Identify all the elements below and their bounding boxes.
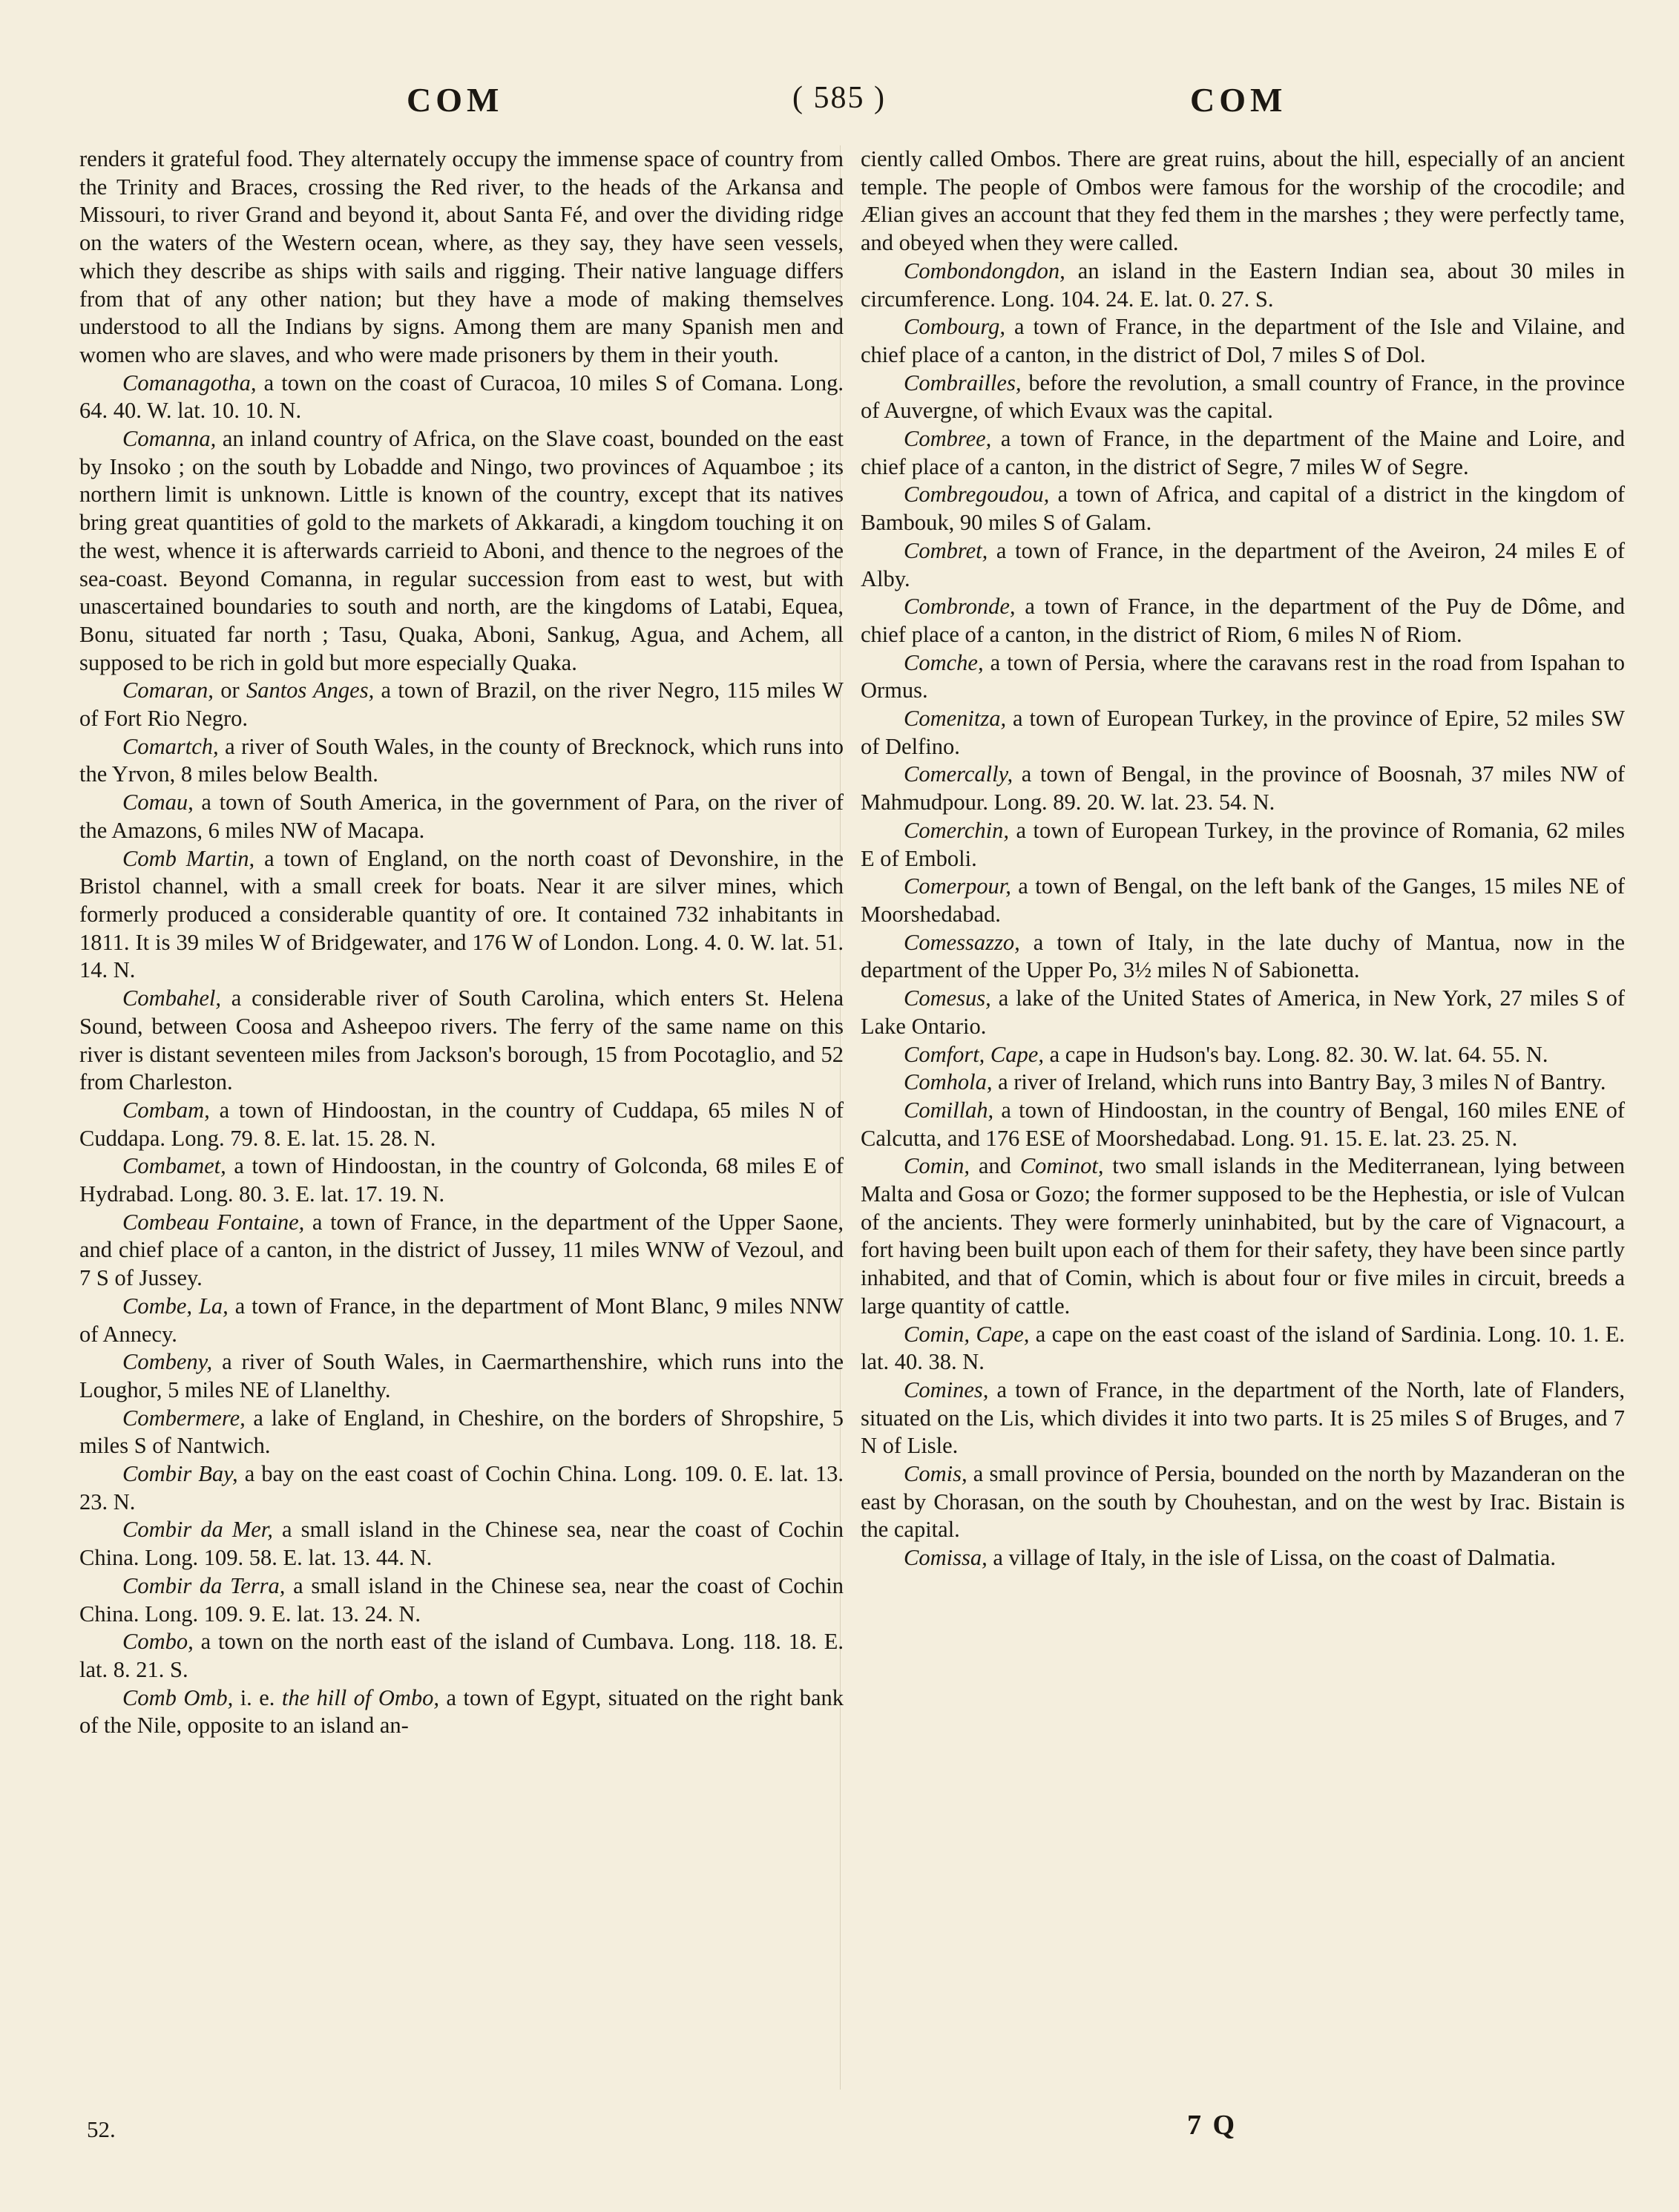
entry-text: two small islands in the Mediterranean, lying between Malta and Gosa or Gozo; the former supposed to be the Hephestia, or isle of Vulcan of the ancients. They were formerly uninhabited, but by the care of Vignacourt, a fort having been built upon each of them for their safety, they have been since partly inhabited, and that of Comin, which is about four or five miles in circuit, breeds a large quantity of cattle.	[861, 1153, 1625, 1319]
gazetteer-entry	[79, 145, 844, 370]
entry-headword: Comines,	[904, 1376, 989, 1402]
entry-headword: Combir da Terra,	[122, 1572, 286, 1598]
gazetteer-entry	[861, 1041, 1625, 1069]
entry-text: a town of Persia, where the caravans rest in the road from Ispahan to Ormus.	[861, 649, 1625, 703]
entry-text: a small island in the Chinese sea, near the coast of Cochin China. Long. 109. 58. E. lat. 13. 44. N.	[79, 1517, 844, 1571]
entry-text: a town of France, in the department of Mont Blanc, 9 miles NNW of Annecy.	[79, 1293, 844, 1347]
gazetteer-entry	[79, 733, 844, 789]
gazetteer-entry	[861, 1544, 1625, 1572]
gazetteer-entry	[861, 537, 1625, 593]
gazetteer-entry	[861, 649, 1625, 705]
running-header	[0, 80, 1679, 125]
gazetteer-entry	[79, 677, 844, 732]
gazetteer-entry	[79, 425, 844, 677]
entry-headword: Comercally,	[904, 761, 1013, 787]
header-right-word: COM	[1190, 81, 1287, 119]
entry-headword: Combir da Mer,	[122, 1517, 273, 1543]
gazetteer-entry	[861, 761, 1625, 816]
entry-headword: Comanagotha,	[122, 370, 257, 396]
entry-headword: Combe, La,	[122, 1293, 229, 1319]
entry-headword: Comerchin,	[904, 817, 1010, 843]
gazetteer-entry	[79, 1684, 844, 1740]
gazetteer-entry	[861, 817, 1625, 873]
entry-text: a village of Italy, in the isle of Lissa, on the coast of Dalmatia.	[987, 1545, 1556, 1571]
entry-headword: Combronde,	[904, 594, 1016, 620]
entry-text: a town of Italy, in the late duchy of Mantua, now in the department of the Upper Po, 3½ miles N of Sabionetta.	[861, 929, 1625, 983]
entry-headword: Comfort, Cape,	[904, 1041, 1044, 1067]
gazetteer-entry	[861, 1460, 1625, 1544]
entry-headword: Comin,	[904, 1153, 970, 1179]
entry-text: a town of Egypt, situated on the right bank of the Nile, opposite to an island an-	[79, 1684, 844, 1739]
entry-text: a town on the north east of the island of Cumbava. Long. 118. 18. E. lat. 8. 21. S.	[79, 1629, 844, 1682]
entry-headword: Combir Bay,	[122, 1461, 238, 1487]
gazetteer-entry	[79, 1628, 844, 1684]
entry-headword: Comche,	[904, 649, 984, 675]
entry-headword: Combourg,	[904, 314, 1005, 340]
entry-headword: Combret,	[904, 537, 988, 563]
entry-text: a town on the coast of Curacoa, 10 miles S of Comana. Long. 64. 40. W. lat. 10. 10. N.	[79, 370, 844, 424]
gazetteer-entry	[79, 789, 844, 844]
entry-text: a town of European Turkey, in the province of Epire, 52 miles SW of Delfino.	[861, 706, 1625, 759]
entry-text: an inland country of Africa, on the Slave coast, bounded on the east by Insoko ; on the south by Lobadde and Ningo, two provinces of Aquamboe ; its northern limit is unknown. Little is known of the country, except that its natives bring great quantities of gold to the markets of Akkaradi, a kingdom touching it on the west, whence it is afterwards carrieid to Aboni, and thence to the negroes of the sea-coast. Beyond Comanna, in regular succession from east to west, but with unascertained boundaries to south and north, are the kingdoms of Latabi, Equea, Bonu, situated far north ; Tasu, Quaka, Aboni, Sankug, Agua, and Achem, all supposed to be rich in gold but more especially Quaka.	[79, 426, 844, 675]
entry-headword: Comanna,	[122, 426, 217, 452]
entry-headword: Comerpour,	[904, 873, 1011, 899]
gazetteer-entry	[861, 145, 1625, 257]
entry-text: a town of Brazil, on the river Negro, 115 miles W of Fort Rio Negro.	[79, 677, 844, 732]
entry-text: a river of Ireland, which runs into Bantry Bay, 3 miles N of Bantry.	[992, 1069, 1606, 1095]
gazetteer-entry	[79, 1209, 844, 1293]
entry-headword: Combo,	[122, 1629, 194, 1655]
entry-headword: Comesus,	[904, 985, 991, 1011]
gazetteer-entry	[861, 1097, 1625, 1152]
entry-alt-name: Cominot,	[1019, 1153, 1104, 1179]
entry-headword: Comaran,	[122, 677, 214, 703]
entry-text: a town of South America, in the government of Para, on the river of the Amazons, 6 miles NW of Macapa.	[79, 790, 844, 843]
entry-text: an island in the Eastern Indian sea, about 30 miles in circumference. Long. 104. 24. E. lat. 0. 27. S.	[861, 257, 1625, 312]
entry-text: a cape in Hudson's bay. Long. 82. 30. W. lat. 64. 55. N.	[1043, 1041, 1548, 1067]
gazetteer-entry	[79, 1097, 844, 1152]
gazetteer-entry	[861, 1069, 1625, 1097]
gazetteer-entry	[79, 1152, 844, 1208]
header-left-word: COM	[407, 81, 504, 119]
entry-text: a cape on the east coast of the island of Sardinia. Long. 10. 1. E. lat. 40. 38. N.	[861, 1321, 1625, 1375]
gazetteer-entry	[79, 1516, 844, 1572]
gazetteer-entry	[79, 1405, 844, 1460]
entry-text: before the revolution, a small country of France, in the province of Auvergne, of which Evaux was the capital.	[861, 370, 1625, 424]
entry-headword: Combeny,	[122, 1349, 213, 1375]
gazetteer-entry	[861, 1376, 1625, 1460]
entry-connector: or	[213, 677, 246, 703]
entry-connector: and	[969, 1153, 1020, 1179]
entry-text: a town of Africa, and capital of a district in the kingdom of Bambouk, 90 miles S of Galam.	[861, 482, 1625, 536]
entry-text: a town of France, in the department of the Puy de Dôme, and chief place of a canton, in the district of Riom, 6 miles N of Riom.	[861, 594, 1625, 647]
gazetteer-entry	[861, 481, 1625, 536]
gazetteer-entry	[861, 313, 1625, 369]
entry-text: a town of France, in the department of the Aveiron, 24 miles E of Alby.	[861, 537, 1625, 591]
entry-text: a small province of Persia, bounded on the north by Mazanderan on the east by Chorasan, on the south by Chouhestan, and on the west by Irac. Bistain is the capital.	[861, 1461, 1625, 1543]
gazetteer-entry	[79, 1293, 844, 1348]
right-column	[861, 145, 1625, 1572]
gazetteer-entry	[861, 593, 1625, 649]
gazetteer-entry	[79, 845, 844, 985]
entry-alt-name: Santos Anges,	[246, 677, 375, 703]
entry-text: a town of Hindoostan, in the country of Golconda, 68 miles E of Hydrabad. Long. 80. 3. E. lat. 17. 19. N.	[79, 1153, 844, 1207]
gazetteer-entry	[861, 370, 1625, 425]
entry-text: a lake of England, in Cheshire, on the borders of Shropshire, 5 miles S of Nantwich.	[79, 1405, 844, 1459]
entry-text: ciently called Ombos. There are great ruins, about the hill, especially of an ancient temple. The people of Ombos were famous for the worship of the crocodile; and Ælian gives an account that they fed them in the marshes ; they were perfectly tame, and obeyed when they were called.	[861, 146, 1625, 256]
entry-headword: Combrailles,	[904, 370, 1022, 396]
signature-mark: 52.	[87, 2116, 116, 2142]
entry-headword: Comis,	[904, 1461, 967, 1487]
entry-headword: Combahel,	[122, 985, 222, 1011]
entry-text: a river of South Wales, in the county of Brecknock, which runs into the Yrvon, 8 miles below Bealth.	[79, 733, 844, 787]
entry-headword: Comin, Cape,	[904, 1321, 1030, 1347]
entry-headword: Comhola,	[904, 1069, 993, 1095]
entry-headword: Combamet,	[122, 1153, 226, 1179]
gazetteer-entry	[79, 1572, 844, 1628]
entry-text: a river of South Wales, in Caermarthenshire, which runs into the Loughor, 5 miles NE of Llanelthy.	[79, 1349, 844, 1402]
entry-text: a town of Hindoostan, in the country of Bengal, 160 miles ENE of Calcutta, and 176 ESE of Moorshedabad. Long. 91. 15. E. lat. 23. 25. N.	[861, 1097, 1625, 1151]
gazetteer-entry	[861, 873, 1625, 928]
gazetteer-entry	[861, 1321, 1625, 1376]
gazetteer-entry	[861, 929, 1625, 985]
entry-headword: Combermere,	[122, 1405, 246, 1431]
entry-text: a town of Bengal, in the province of Boosnah, 37 miles NW of Mahmudpour. Long. 89. 20. W. lat. 23. 54. N.	[861, 761, 1625, 815]
entry-text: a lake of the United States of America, in New York, 27 miles S of Lake Ontario.	[861, 985, 1625, 1039]
entry-connector: i. e.	[233, 1684, 282, 1710]
gazetteer-entry	[861, 985, 1625, 1040]
gazetteer-entry	[79, 985, 844, 1097]
page-number: ( 585 )	[792, 81, 886, 115]
entry-headword: Comb Omb,	[122, 1684, 234, 1710]
entry-headword: Comb Martin,	[122, 845, 255, 871]
gazetteer-entry	[861, 1152, 1625, 1320]
entry-headword: Combregoudou,	[904, 482, 1050, 508]
entry-headword: Comenitza,	[904, 706, 1007, 732]
entry-headword: Comartch,	[122, 733, 219, 759]
entry-headword: Comau,	[122, 790, 194, 815]
gazetteer-entry	[79, 1460, 844, 1516]
entry-text: a town of France, in the department of the Upper Saone, and chief place of a canton, in the district of Jussey, 11 miles WNW of Vezoul, and 7 S of Jussey.	[79, 1209, 844, 1291]
entry-text: a small island in the Chinese sea, near the coast of Cochin China. Long. 109. 9. E. lat. 13. 24. N.	[79, 1572, 844, 1627]
gazetteer-entry	[79, 1348, 844, 1404]
entry-text: renders it grateful food. They alternately occupy the immense space of country from the Trinity and Braces, crossing the Red river, to the heads of the Arkansa and Missouri, to river Grand and beyond it, about Santa Fé, and over the dividing ridge on the waters of the Western ocean, where, as they say, they have seen vessels, which they describe as ships with sails and rigging. Their native language differs from that of any other nation; but they have a mode of making themselves understood to all the Indians by signs. Among them are many Spanish men and women who are slaves, and who were made prisoners by them in their youth.	[79, 146, 844, 367]
entry-text: a town of European Turkey, in the province of Romania, 62 miles E of Emboli.	[861, 817, 1625, 871]
entry-text: a town of France, in the department of the North, late of Flanders, situated on the Lis, which divides it into two parts. It is 25 miles S of Bruges, and 7 N of Lisle.	[861, 1376, 1625, 1459]
gazetteer-entry	[79, 370, 844, 425]
entry-alt-name: the hill of Ombo,	[281, 1684, 440, 1710]
left-column	[79, 145, 844, 1740]
gazetteer-entry	[861, 705, 1625, 761]
entry-text: a considerable river of South Carolina, which enters St. Helena Sound, between Coosa and Asheepoo rivers. The ferry of the same name on this river is distant seventeen miles from Jackson's borough, 15 from Pocotaglio, and 52 from Charleston.	[79, 985, 844, 1095]
entry-text: a town of France, in the department of the Isle and Vilaine, and chief place of a canton, in the district of Dol, 7 miles S of Dol.	[861, 314, 1625, 367]
entry-text: a bay on the east coast of Cochin China. Long. 109. 0. E. lat. 13. 23. N.	[79, 1461, 844, 1514]
entry-headword: Combam,	[122, 1097, 210, 1123]
entry-headword: Combree,	[904, 426, 992, 452]
entry-text: a town of Bengal, on the left bank of the Ganges, 15 miles NE of Moorshedabad.	[861, 873, 1625, 927]
entry-text: a town of England, on the north coast of Devonshire, in the Bristol channel, with a small creek for boats. Near it are silver mines, which formerly produced a considerable quantity of ore. It contained 732 inhabitants in 1811. It is 39 miles W of Bridgewater, and 176 W of London. Long. 4. 0. W. lat. 51. 14. N.	[79, 845, 844, 983]
entry-headword: Combeau Fontaine,	[122, 1209, 305, 1235]
gathering-mark: 7 Q	[1187, 2110, 1238, 2141]
entry-headword: Comessazzo,	[904, 929, 1020, 955]
entry-headword: Combondongdon,	[904, 257, 1065, 283]
gazetteer-entry	[861, 425, 1625, 481]
gazetteer-entry	[861, 257, 1625, 313]
entry-headword: Comillah,	[904, 1097, 994, 1123]
entry-text: a town of France, in the department of the Maine and Loire, and chief place of a canton, in the district of Segre, 7 miles W of Segre.	[861, 426, 1625, 479]
entry-headword: Comissa,	[904, 1545, 988, 1571]
entry-text: a town of Hindoostan, in the country of Cuddapa, 65 miles N of Cuddapa. Long. 79. 8. E. lat. 15. 28. N.	[79, 1097, 844, 1151]
